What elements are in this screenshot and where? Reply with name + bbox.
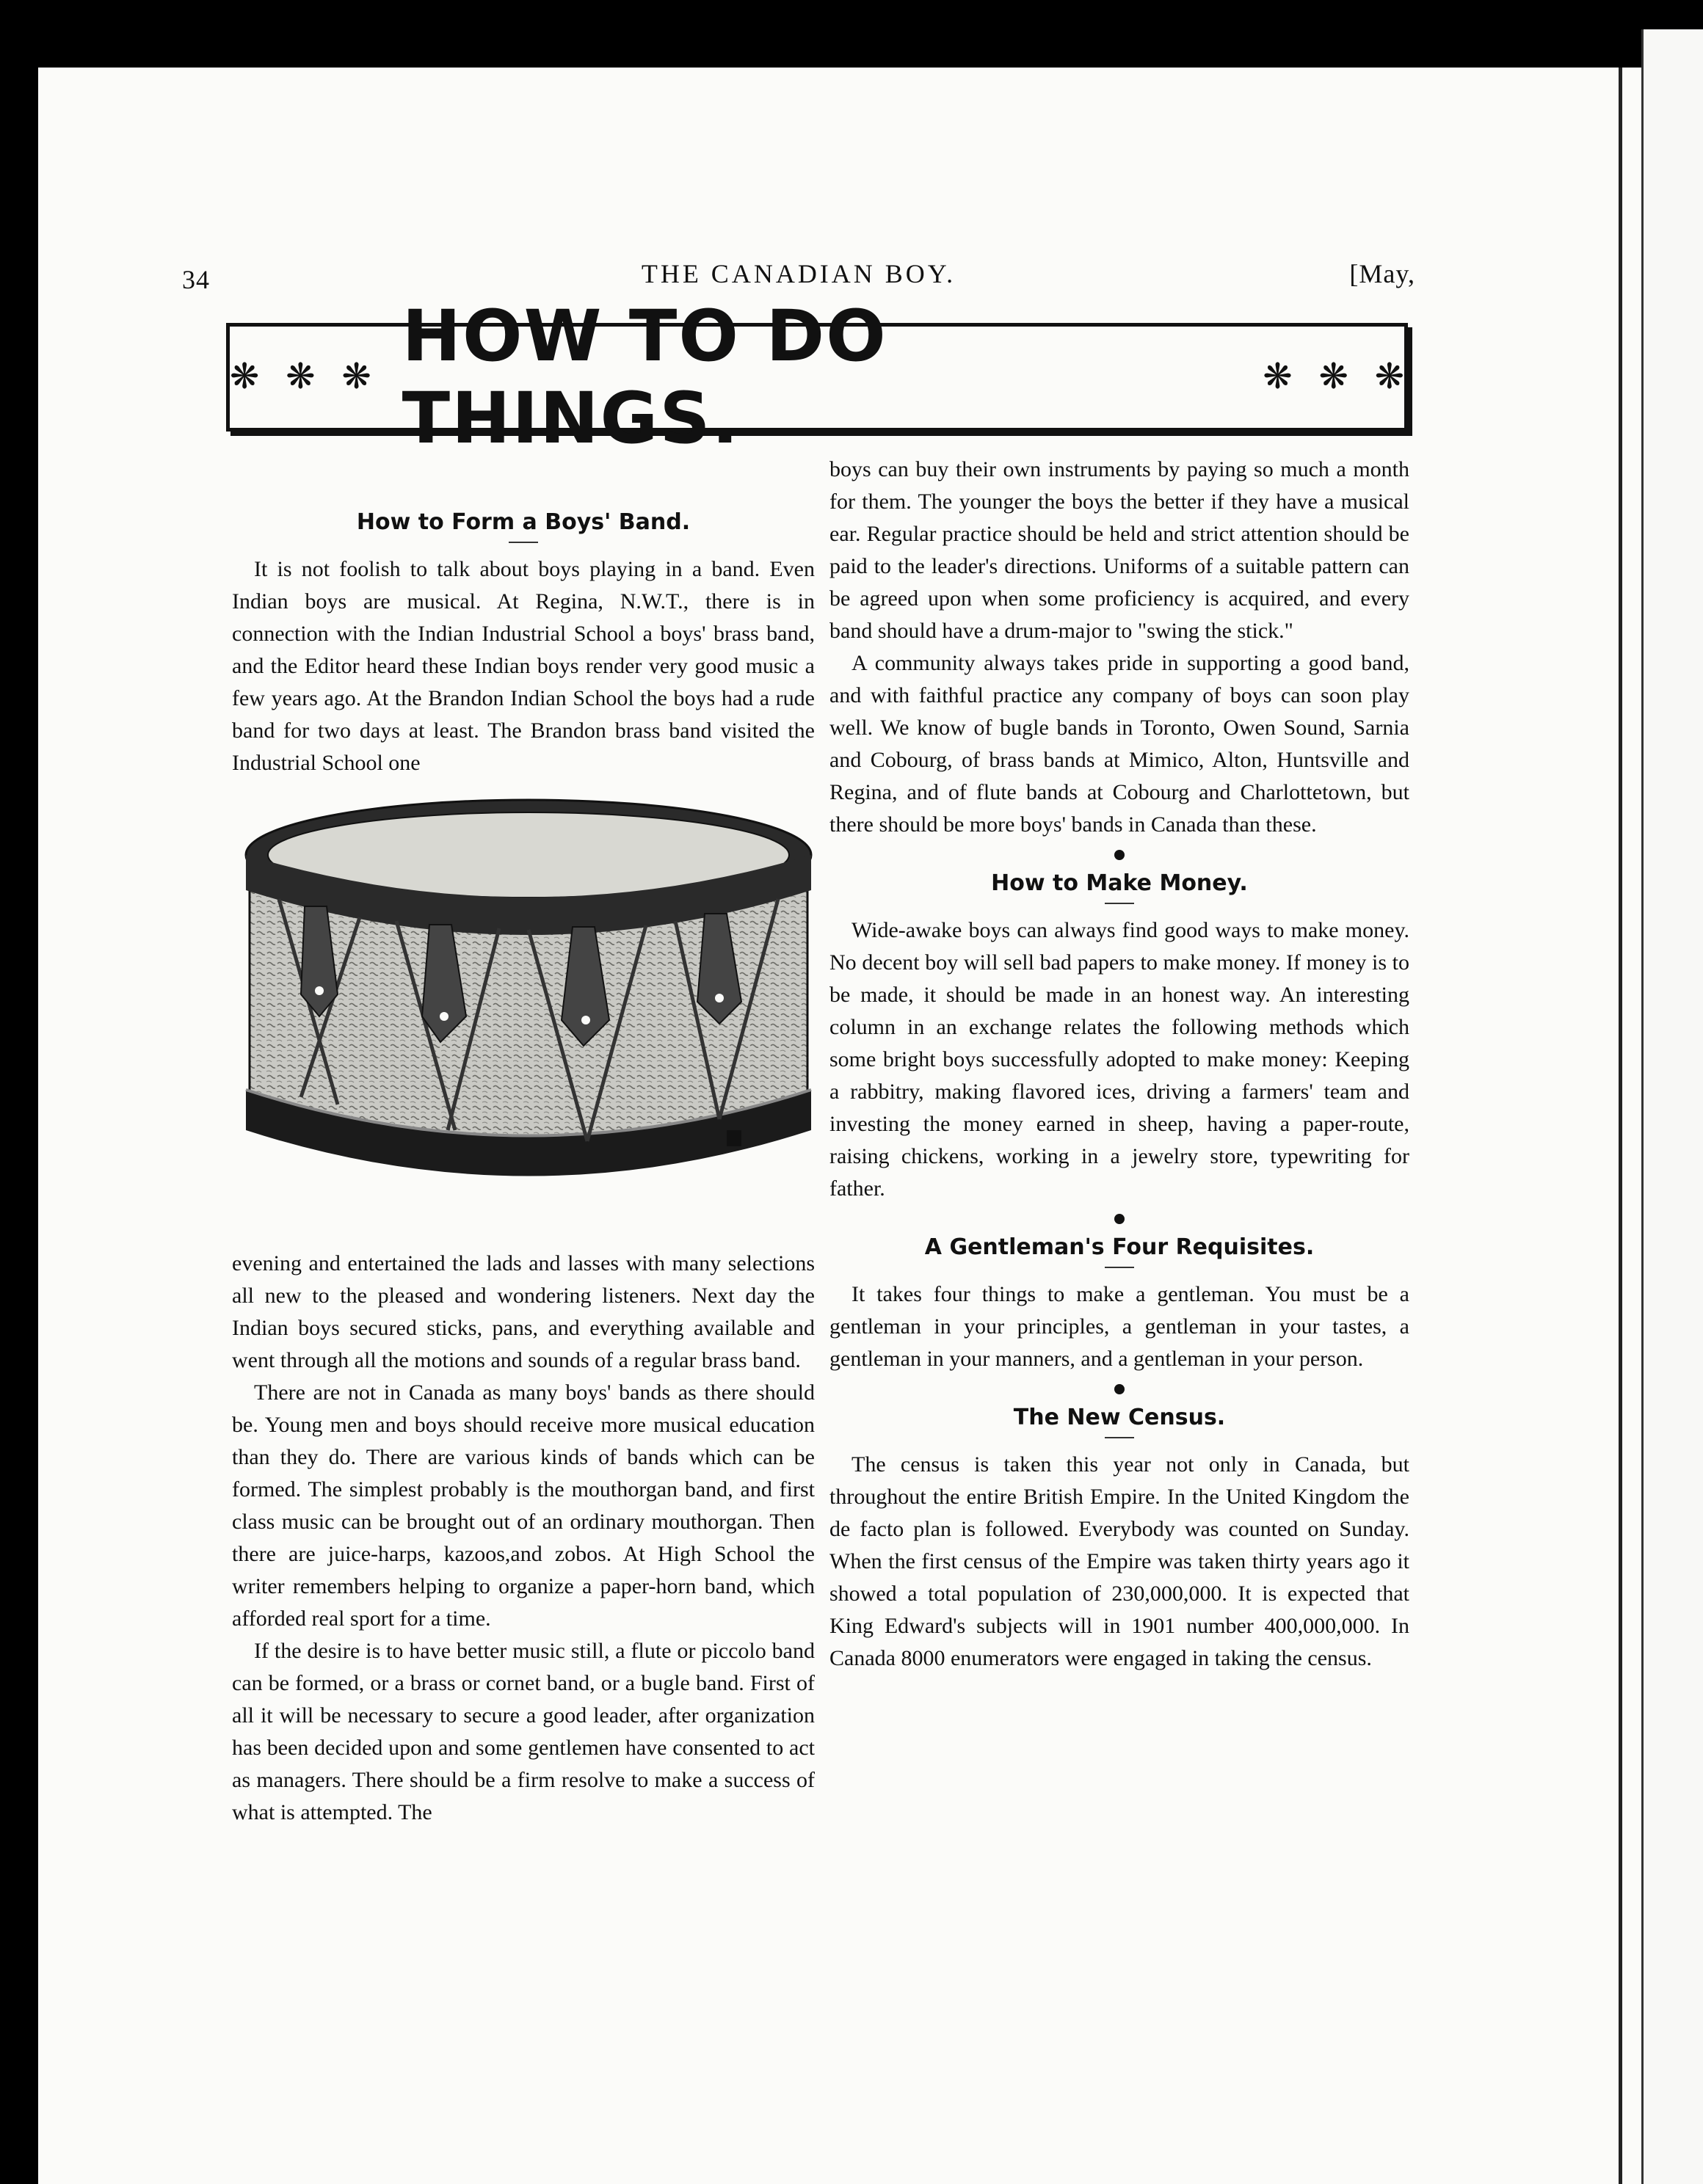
article-heading-money: How to Make Money. [991,870,1248,896]
facing-page-edge [1641,29,1703,2184]
left-column-bottom [232,1248,815,1829]
article-heading-band: How to Form a Boys' Band. [356,509,691,535]
heading-rule [509,542,538,543]
band-paragraph-1-continued: evening and entertained the lads and lasses with many selections all new to the pleased and wondering listeners. Next day the Indian boys secured sticks, pans, and everything available and went through all the motions and sounds of a regular brass band. [232,1251,815,1372]
census-paragraph-1: The census is taken this year not only in Canada, but throughout the entire British Empire. In the United Kingdom the de facto plan is followed. Everybody was counted on Sunday. When the first census of the Empire was taken thirty years ago it showed a total population of 230,000,000. It is expected that King Edward's subjects will in 1901 number 400,000,000. In Canada 8000 enumerators were engaged in taking the census. [829,1452,1409,1670]
ornament-group-right [1263,357,1404,396]
section-separator-dot [1114,850,1125,860]
issue-month: [May, [1349,259,1415,288]
asterism-icon: ❋ [230,357,260,396]
money-paragraph-1: Wide-awake boys can always find good ways to make money. No decent boy will sell bad papers to make money. If money is to be made, it should be made in an honest way. An interesting column in an exchange relates the following methods which some bright boys successfully adopted to make money: Keeping a rabbitry, making flavored ices, driving a farmers' team and investing the money earned in sheep, having a paper-route, raising chickens, working in a jewelry store, typewriting for father. [829,918,1409,1201]
drum-illustration [235,796,822,1237]
band-paragraph-2: There are not in Canada as many boys' bands as there should be. Young men and boys should receive more musical education than they do. There are various kinds of bands which can be formed. The simplest probably is the mouthorgan band, and first class music can be brought out of an ordinary mouthorgan. Then there are juice-harps, kazoos,and zobos. At High School the writer remembers helping to organize a paper-horn band, which afforded real sport for a time. [232,1380,815,1631]
asterism-icon: ❋ [1318,357,1348,396]
asterism-icon: ❋ [1374,357,1404,396]
band-paragraph-3-continued: boys can buy their own instruments by paying so much a month for them. The younger the boys the better if they have a musical ear. Regular practice should be held and strict attention should be paid to the leader's directions. Uniforms of a suitable pattern can be agreed upon when some proficiency is acquired, and every band should have a drum-major to "swing the stick." [829,457,1409,643]
book-spine [1619,68,1622,2184]
asterism-icon: ❋ [341,357,371,396]
left-column-top [232,506,815,779]
asterism-icon: ❋ [286,357,316,396]
asterism-icon: ❋ [1263,357,1293,396]
gentleman-paragraph-1: It takes four things to make a gentleman. You must be a gentleman in your principles, a gentleman in your tastes, a gentleman in your manners, and a gentleman in your person. [829,1282,1409,1371]
heading-rule [1105,1437,1134,1438]
section-separator-dot [1114,1384,1125,1394]
article-heading-gentleman: A Gentleman's Four Requisites. [924,1234,1315,1260]
right-column [829,454,1409,1675]
ornament-group-left [230,357,371,396]
page-number: 34 [182,265,210,294]
heading-rule [1105,1267,1134,1268]
section-title: HOW TO DO THINGS. [402,295,887,459]
section-banner [226,295,1408,459]
band-paragraph-1: It is not foolish to talk about boys playing in a band. Even Indian boys are musical. At Regina, N.W.T., there is in connection with the Indian Industrial School a boys' brass band, and the Editor heard these Indian boys render very good music a few years ago. At the Brandon Indian School the boys had a rude band for two days at least. The Brandon brass band visited the Industrial School one [232,557,815,775]
article-heading-census: The New Census. [1013,1405,1226,1430]
heading-rule [1105,903,1134,904]
journal-title: THE CANADIAN BOY. [641,259,956,288]
band-paragraph-3: If the desire is to have better music still, a flute or piccolo band can be formed, or a brass or cornet band, or a bugle band. First of all it will be necessary to secure a good leader, after organization has been decided upon and some gentlemen have consented to act as managers. There should be a firm resolve to make a success of what is attempted. The [232,1639,815,1824]
section-separator-dot [1114,1214,1125,1224]
band-paragraph-4: A community always takes pride in supporting a good band, and with faithful practice any company of boys can soon play well. We know of bugle bands in Toronto, Owen Sound, Sarnia and Cobourg, of brass bands at Mimico, Alton, Huntsville and Regina, and of flute bands at Cobourg and Charlottetown, but there should be more boys' bands in Canada than these. [829,651,1409,837]
